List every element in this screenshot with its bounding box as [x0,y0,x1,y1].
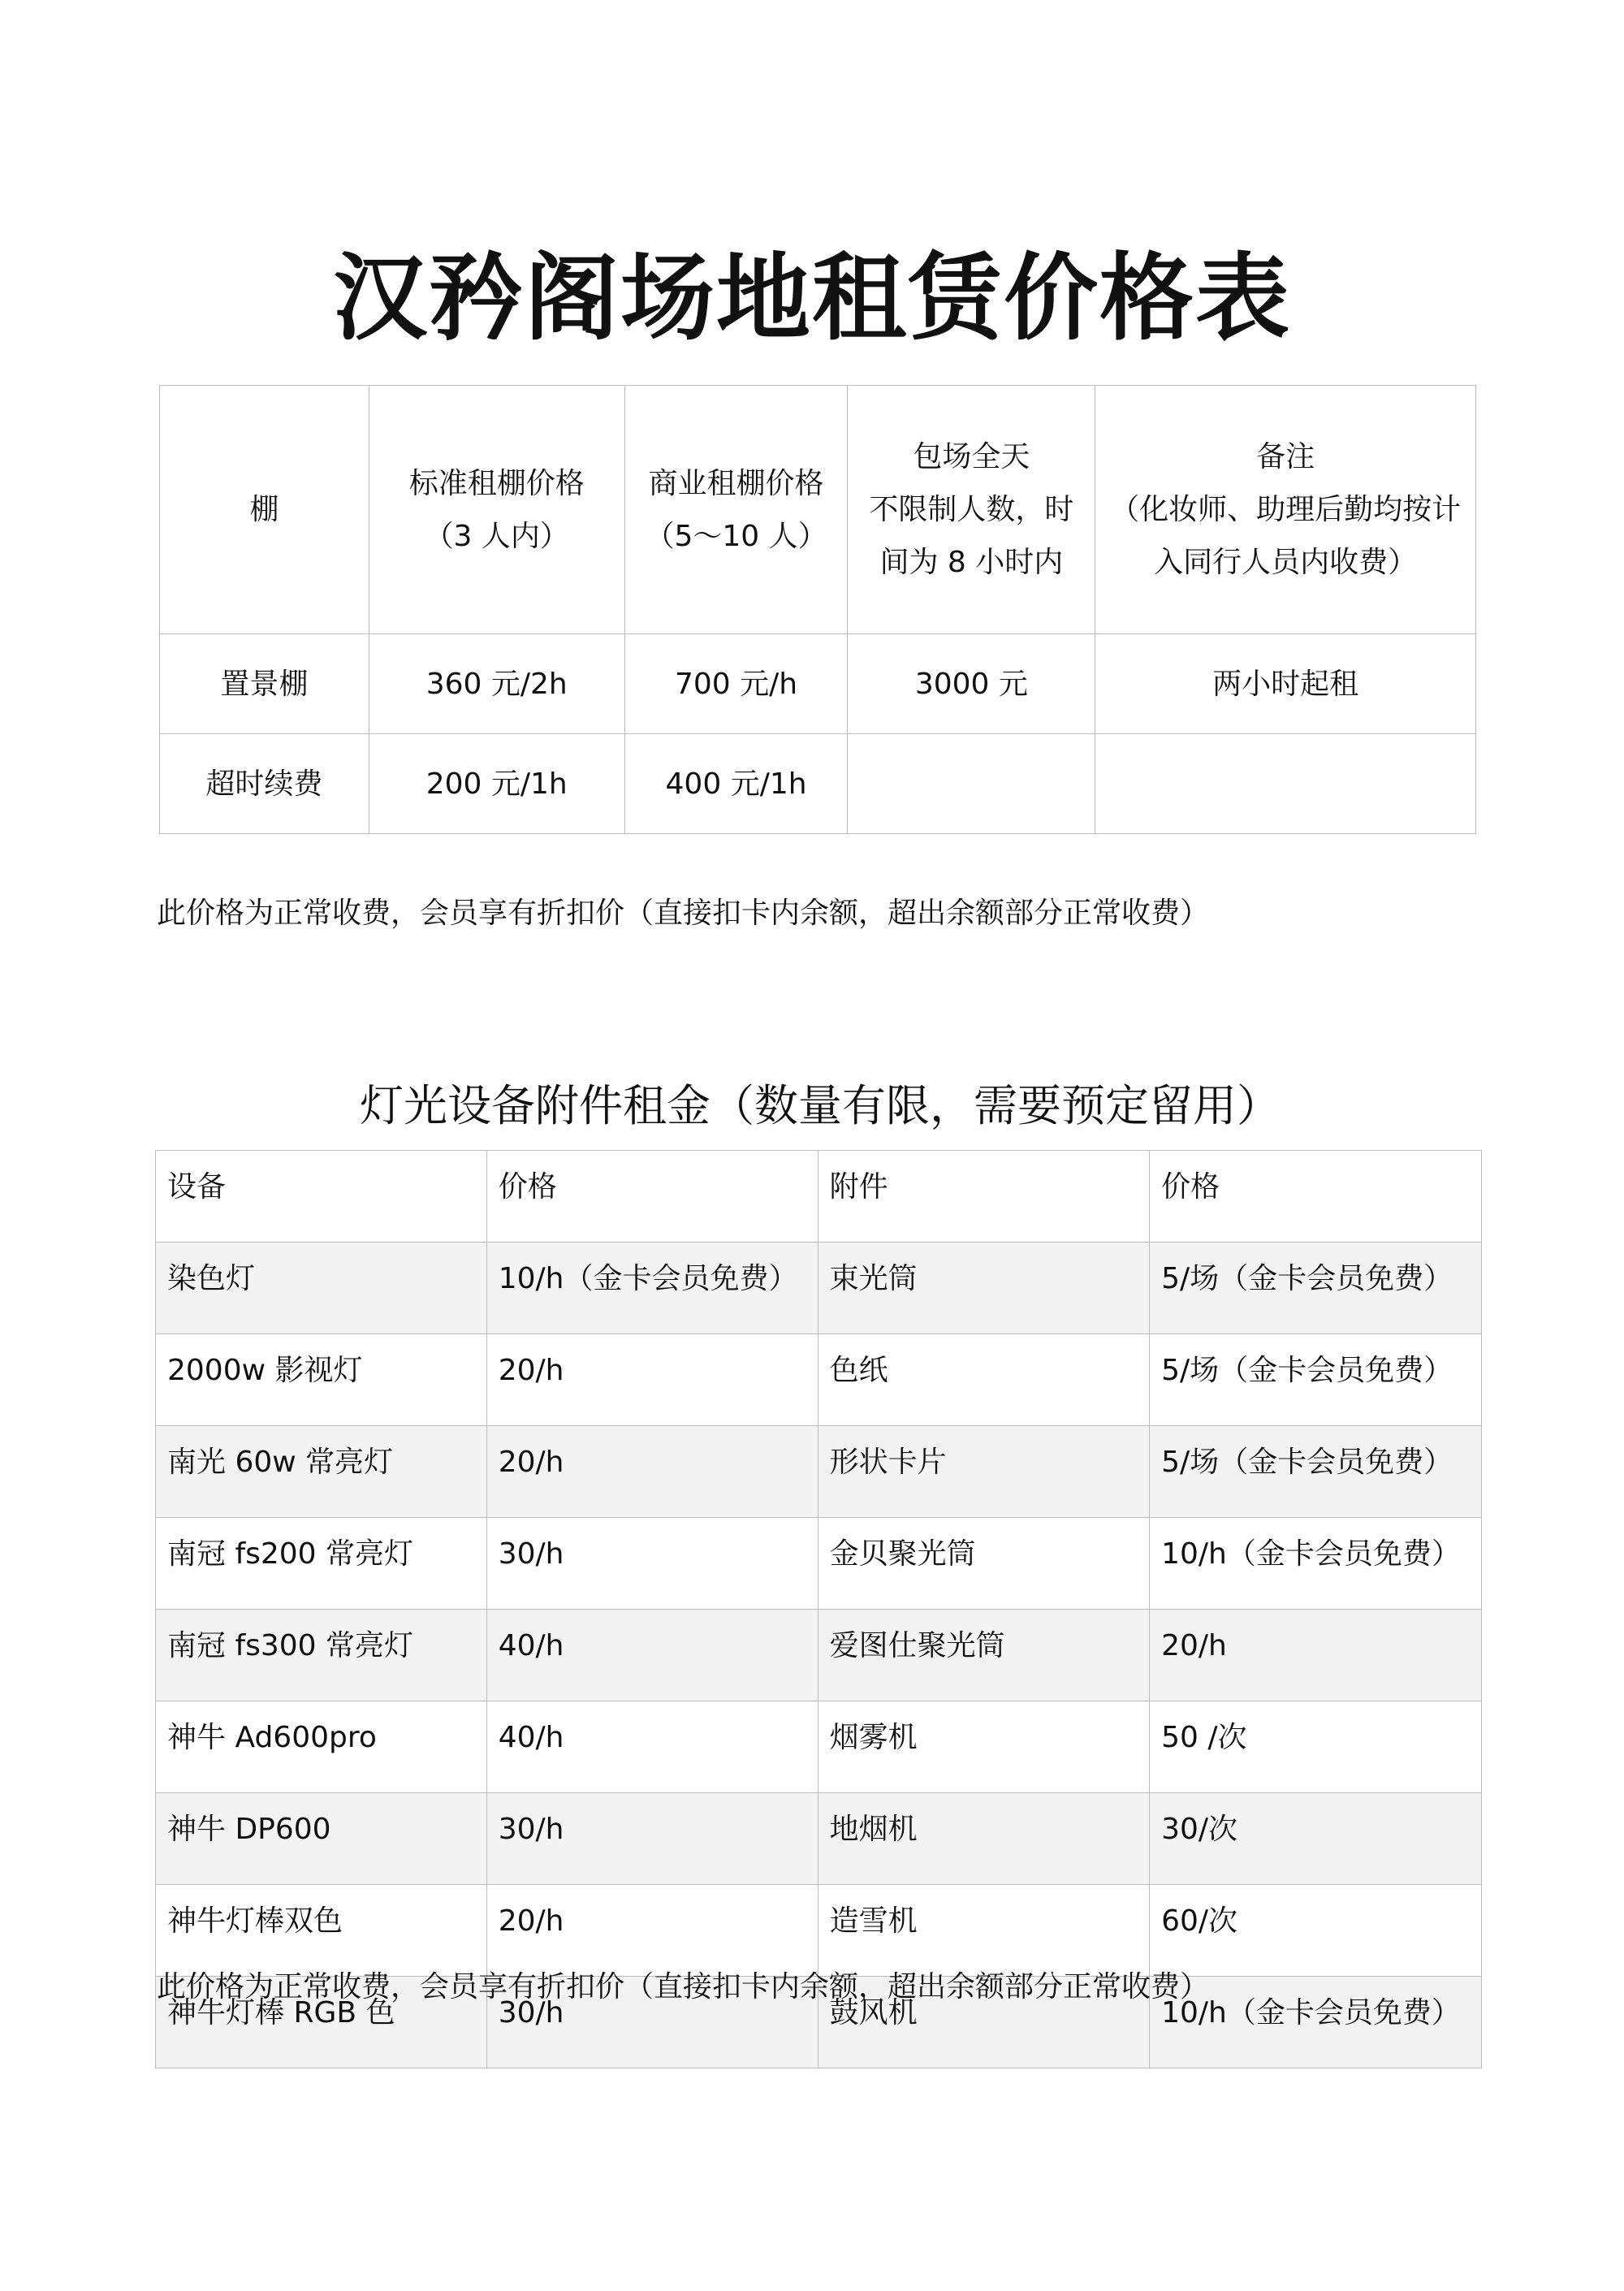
cell-commercial: 400 元/1h [624,734,848,834]
cell-standard: 360 元/2h [369,634,624,734]
cell-accessory-price: 50 /次 [1150,1701,1482,1793]
cell-fullday: 3000 元 [848,634,1095,734]
table-header-row [156,1151,1482,1243]
header-line: 不限制人数，时 [869,493,1074,526]
cell-price: 40/h [486,1701,818,1793]
table-row [156,1518,1482,1610]
header-cell: 附件 [818,1151,1149,1243]
cell-fullday [848,734,1095,834]
cell-accessory: 烟雾机 [818,1701,1149,1793]
equipment-price-table [155,1150,1482,2068]
cell-price: 30/h [486,1977,818,2068]
header-line: （3 人内） [424,519,569,553]
header-line: （化妆师、助理后勤均按计 [1110,493,1462,526]
cell-accessory: 金贝聚光筒 [818,1518,1149,1610]
header-shed: 棚 [160,386,369,634]
table-row [156,1885,1482,1977]
cell-equipment: 南冠 fs200 常亮灯 [156,1518,487,1610]
cell-price: 20/h [486,1426,818,1518]
cell-accessory: 地烟机 [818,1793,1149,1885]
pricing-note: 此价格为正常收费，会员享有折扣价（直接扣卡内余额，超出余额部分正常收费） [157,897,1210,930]
cell-equipment: 染色灯 [156,1243,487,1334]
cell-equipment: 神牛灯棒双色 [156,1885,487,1977]
table-row [156,1243,1482,1334]
cell-remarks [1095,734,1476,834]
cell-accessory: 色纸 [818,1334,1149,1426]
table-row [156,1426,1482,1518]
venue-price-table [159,385,1476,834]
cell-accessory-price: 10/h（金卡会员免费） [1150,1518,1482,1610]
cell-accessory: 爱图仕聚光筒 [818,1610,1149,1701]
table-row [156,1793,1482,1885]
cell-accessory: 鼓风机 [818,1977,1149,2068]
cell-equipment: 神牛 Ad600pro [156,1701,487,1793]
cell-accessory: 束光筒 [818,1243,1149,1334]
cell-price: 30/h [486,1793,818,1885]
cell-equipment: 南光 60w 常亮灯 [156,1426,487,1518]
cell-accessory: 造雪机 [818,1885,1149,1977]
table-row [156,1701,1482,1793]
cell-price: 40/h [486,1610,818,1701]
cell-shed: 超时续费 [160,734,369,834]
table-header-row [160,386,1476,634]
pricing-note: 此价格为正常收费，会员享有折扣价（直接扣卡内余额，超出余额部分正常收费） [157,1970,1210,2004]
cell-price: 30/h [486,1518,818,1610]
cell-remarks: 两小时起租 [1095,634,1476,734]
cell-accessory-price: 5/场（金卡会员免费） [1150,1426,1482,1518]
header-line: 包场全天 [913,440,1030,473]
cell-price: 20/h [486,1334,818,1426]
header-line: 商业租棚价格 [648,466,824,500]
cell-accessory-price: 60/次 [1150,1885,1482,1977]
table-row [160,734,1476,834]
cell-equipment: 神牛灯棒 RGB 色 [156,1977,487,2068]
cell-equipment: 神牛 DP600 [156,1793,487,1885]
header-cell: 价格 [486,1151,818,1243]
header-line: 标准租棚价格 [408,466,585,500]
page-title: 汉矜阁场地租赁价格表 [333,244,1291,353]
cell-price: 10/h（金卡会员免费） [486,1243,818,1334]
header-fullday [848,386,1095,634]
cell-equipment: 2000w 影视灯 [156,1334,487,1426]
header-cell: 设备 [156,1151,487,1243]
table-row [156,1610,1482,1701]
header-standard-price [369,386,624,634]
header-line: 间为 8 小时内 [879,546,1064,579]
cell-commercial: 700 元/h [624,634,848,734]
cell-accessory-price: 5/场（金卡会员免费） [1150,1243,1482,1334]
cell-equipment: 南冠 fs300 常亮灯 [156,1610,487,1701]
cell-shed: 置景棚 [160,634,369,734]
header-line: 入同行人员内收费） [1154,546,1418,579]
header-remarks [1095,386,1476,634]
table-row [160,634,1476,734]
table-row [156,1334,1482,1426]
cell-accessory-price: 30/次 [1150,1793,1482,1885]
header-cell: 价格 [1150,1151,1482,1243]
header-line: 备注 [1256,440,1315,473]
cell-accessory: 形状卡片 [818,1426,1149,1518]
header-commercial-price [624,386,848,634]
cell-accessory-price: 20/h [1150,1610,1482,1701]
cell-standard: 200 元/1h [369,734,624,834]
cell-price: 20/h [486,1885,818,1977]
cell-accessory-price: 5/场（金卡会员免费） [1150,1334,1482,1426]
cell-accessory-price: 10/h（金卡会员免费） [1150,1977,1482,2068]
header-line: （5～10 人） [645,519,827,553]
section-title: 灯光设备附件租金（数量有限，需要预定留用） [360,1080,1281,1131]
